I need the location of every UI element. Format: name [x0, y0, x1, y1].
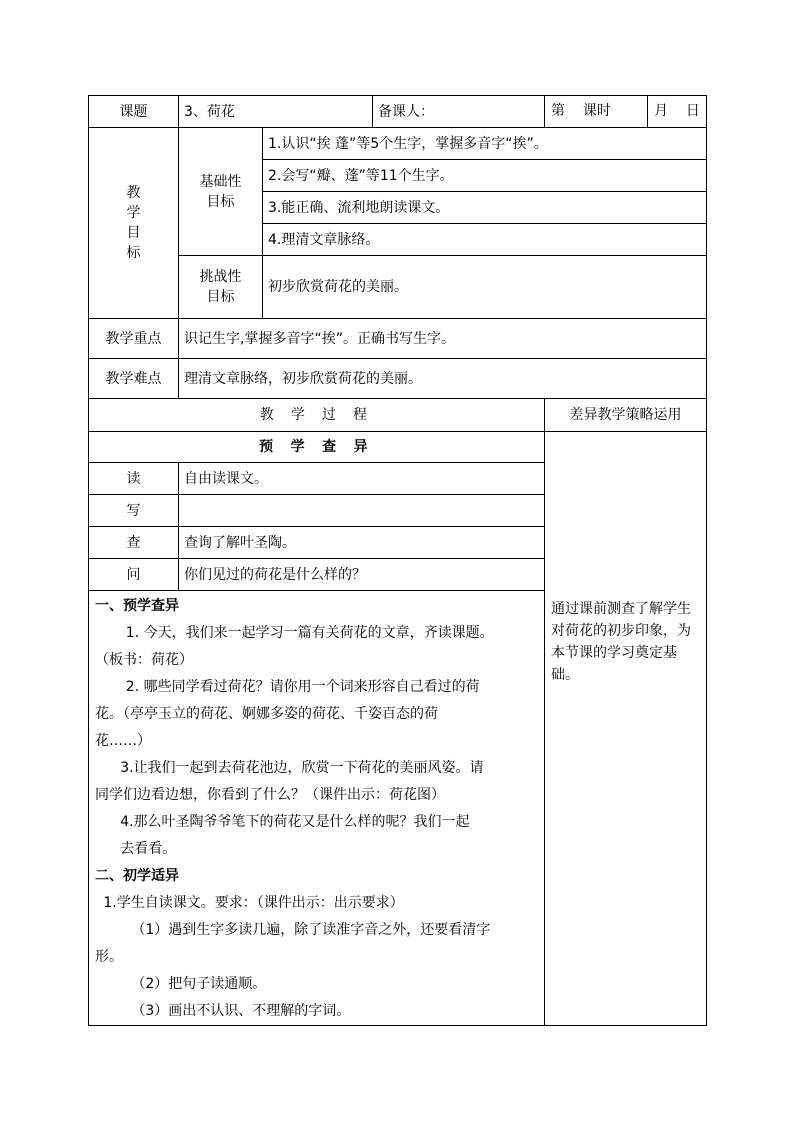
- difficulty-row: [89, 359, 707, 399]
- preview-row-value: 查询了解叶圣陶。: [179, 527, 545, 559]
- basic-goal-label-line: 基础性: [199, 173, 242, 190]
- preview-row-value: 你们见过的荷花是什么样的？: [179, 559, 545, 591]
- topic-value: 3、荷花: [179, 96, 373, 128]
- process-header-row: [89, 399, 707, 432]
- preview-row-label: 写: [89, 495, 179, 527]
- basic-goal-label: [179, 128, 263, 256]
- preview-row-value: [179, 495, 545, 527]
- basic-goal-item: 2.会写“瓣、蓬”等11个生字。: [263, 160, 707, 192]
- paragraph-line: 1.学生自读课文。要求：（课件出示：出示要求）: [103, 895, 404, 911]
- preview-title: 预 学 查 异: [89, 432, 545, 463]
- paragraph-line: （板书：荷花）: [95, 652, 193, 668]
- section-title: 一、预学查异: [95, 598, 179, 614]
- paragraph-line: 花……）: [95, 733, 151, 749]
- preview-row-label: 查: [89, 527, 179, 559]
- preview-row-label: 问: [89, 559, 179, 591]
- topic-label: 课题: [89, 96, 179, 128]
- date-label: 月 日: [654, 103, 700, 119]
- header-row: [89, 96, 707, 128]
- key-point-row: [89, 319, 707, 359]
- lesson-plan-table: [88, 95, 707, 1026]
- challenge-goal-label: [179, 256, 263, 319]
- goal-row-1: [89, 128, 707, 160]
- paragraph-line: 去看看。: [120, 841, 177, 857]
- key-point-label: 教学重点: [89, 319, 179, 359]
- process-header: 教 学 过 程: [89, 399, 545, 432]
- section-title: 二、初学适异: [95, 868, 179, 884]
- challenge-goal-item: 初步欣赏荷花的美丽。: [263, 256, 707, 319]
- goals-label: [89, 128, 179, 319]
- basic-goal-label-line: 目标: [206, 193, 235, 210]
- paragraph-line: 4.那么叶圣陶爷爷笔下的荷花又是什么样的呢？我们一起: [120, 814, 470, 830]
- preview-title-row: [89, 432, 707, 463]
- key-point-value: 识记生字,掌握多音字“挨”。正确书写生字。: [179, 319, 707, 359]
- difficulty-label: 教学难点: [89, 359, 179, 399]
- basic-goal-item: 1.认识“挨 蓬”等5个生字，掌握多音字“挨”。: [263, 128, 707, 160]
- strategy-header: 差异教学策略运用: [545, 399, 707, 432]
- preview-row-value: 自由读课文。: [179, 463, 545, 495]
- period-date-cell: [545, 96, 707, 128]
- goals-label-char: 学: [126, 205, 141, 221]
- goals-label-char: 标: [126, 245, 141, 261]
- paragraph-line: 2. 哪些同学看过荷花？请你用一个词来形容自己看过的荷: [125, 679, 480, 695]
- paragraph-line: （3）画出不认识、不理解的字词。: [131, 1003, 351, 1019]
- challenge-goal-label-line: 挑战性: [199, 269, 242, 285]
- paragraph-line: 3.让我们一起到去荷花池边，欣赏一下荷花的美丽风姿。请: [120, 760, 484, 776]
- basic-goal-item: 3.能正确、流利地朗读课文。: [263, 192, 707, 224]
- paragraph-line: （1）遇到生字多读几遍，除了读准字音之外，还要看清字: [131, 922, 491, 938]
- goals-label-char: 教: [126, 185, 141, 201]
- goals-label-char: 目: [126, 225, 141, 241]
- paragraph-line: 花。（亭亭玉立的荷花、婀娜多姿的荷花、千姿百态的荷: [95, 706, 438, 722]
- period-label: 第 课时: [545, 96, 648, 127]
- paragraph-line: 1. 今天，我们来一起学习一篇有关荷花的文章，齐读课题。: [125, 625, 494, 641]
- paragraph-line: 同学们边看边想，你看到了什么？（课件出示：荷花图）: [95, 787, 445, 803]
- preparer-label: 备课人：: [373, 96, 545, 128]
- paragraph-line: 形。: [95, 949, 123, 965]
- basic-goal-item: 4.理清文章脉络。: [263, 224, 707, 256]
- preview-row-label: 读: [89, 463, 179, 495]
- difficulty-value: 理清文章脉络，初步欣赏荷花的美丽。: [179, 359, 707, 399]
- strategy-cell: 通过课前测查了解学生对荷花的初步印象，为本节课的学习奠定基础。: [545, 432, 707, 1026]
- challenge-goal-row: [89, 256, 707, 319]
- process-body: [89, 591, 545, 1026]
- paragraph-line: （2）把句子读通顺。: [131, 976, 267, 992]
- challenge-goal-label-line: 目标: [206, 289, 235, 305]
